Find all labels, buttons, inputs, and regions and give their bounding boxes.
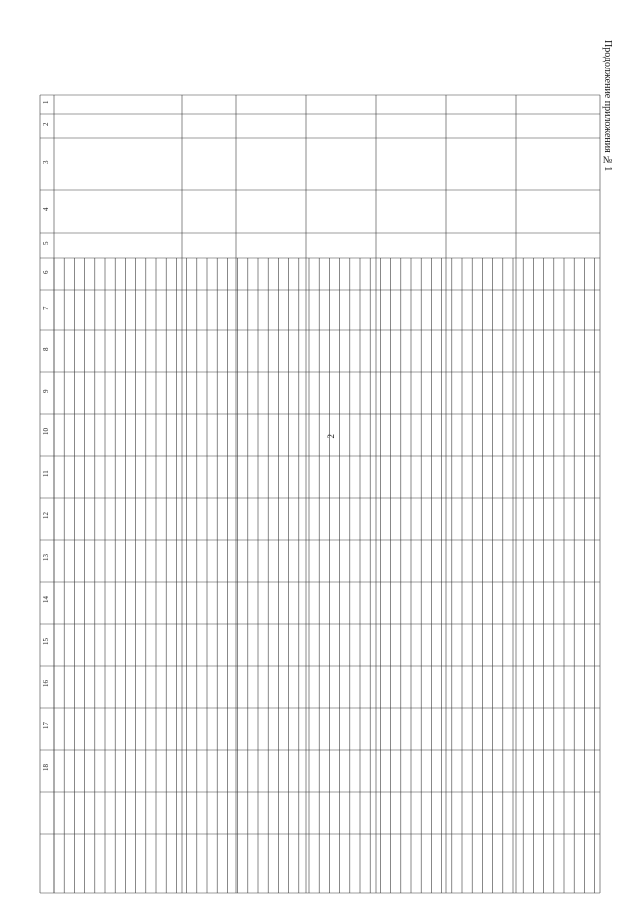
column-number-11: 11	[42, 470, 50, 477]
column-number-10: 10	[42, 428, 50, 435]
annex-caption: Продолжение приложения №1	[602, 40, 613, 172]
column-number-5: 5	[42, 241, 50, 245]
column-number-16: 16	[42, 680, 50, 687]
column-number-3: 3	[42, 160, 50, 164]
column-number-13: 13	[42, 554, 50, 561]
column-number-2: 2	[42, 122, 50, 126]
column-number-18: 18	[42, 764, 50, 771]
column-number-17: 17	[42, 722, 50, 729]
table-grid	[40, 95, 600, 893]
page-number: 2	[326, 434, 336, 439]
column-number-4: 4	[42, 207, 50, 211]
column-number-15: 15	[42, 638, 50, 645]
column-number-8: 8	[42, 347, 50, 351]
column-number-9: 9	[42, 389, 50, 393]
column-number-7: 7	[42, 306, 50, 310]
column-number-6: 6	[42, 270, 50, 274]
column-number-1: 1	[42, 100, 50, 104]
column-header-row	[42, 100, 50, 771]
column-number-12: 12	[42, 512, 50, 519]
column-number-14: 14	[42, 596, 50, 603]
